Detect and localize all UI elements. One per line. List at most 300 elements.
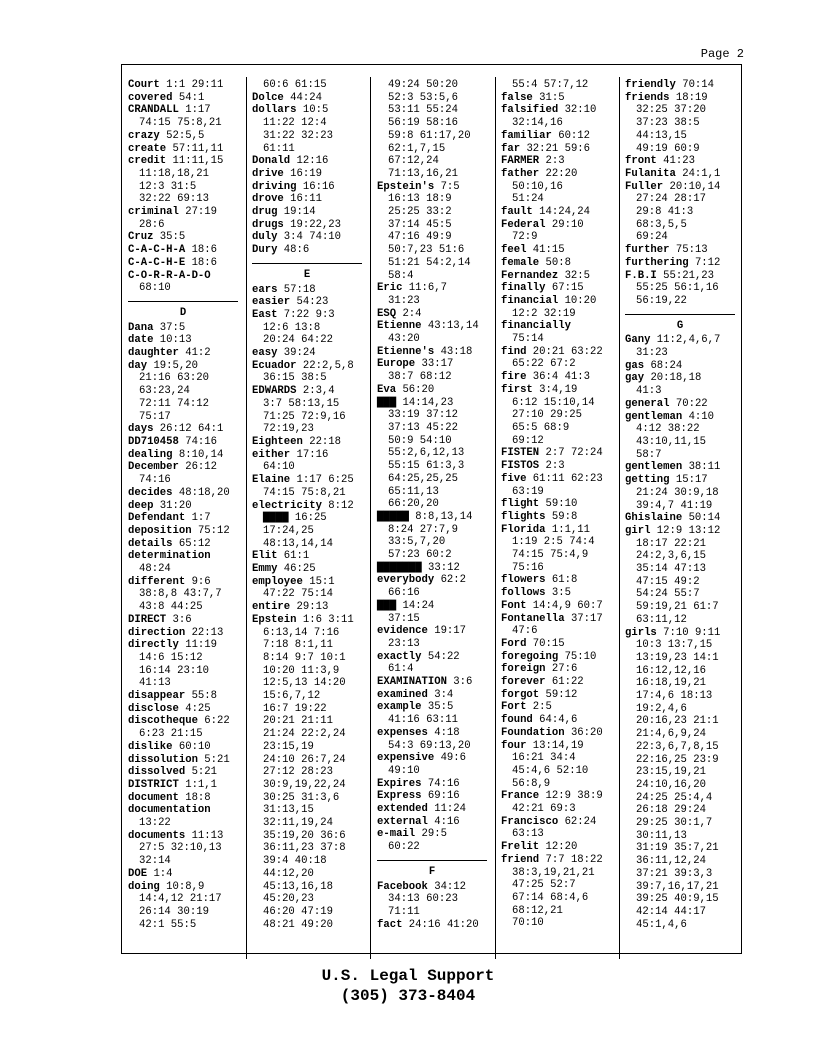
index-entry-continuation: 54:24 55:7 — [636, 588, 700, 601]
page-line-refs: 32:5 — [564, 269, 591, 282]
index-entry-continuation: 41:3 — [636, 385, 662, 398]
page-line-refs: 54:23 — [296, 296, 329, 309]
page-line-refs: 67:15 — [551, 282, 584, 295]
index-term: dollars — [252, 104, 297, 117]
index-term: EDWARDS — [252, 385, 297, 398]
index-term: evidence — [377, 625, 428, 638]
index-term: discotheque — [128, 715, 198, 728]
index-entry-continuation: 28:6 — [139, 218, 165, 231]
index-entry — [252, 231, 373, 244]
page-line-refs: 70:15 — [532, 637, 565, 650]
index-term: ESQ — [377, 307, 397, 320]
page-line-refs: 18:8 — [185, 791, 211, 804]
index-entry — [377, 320, 498, 333]
page-line-refs: 64:4,6 — [539, 714, 578, 727]
index-term: create — [128, 142, 167, 155]
index-entry-continuation: 59:8 61:17,20 — [388, 129, 471, 142]
index-entry — [128, 500, 249, 513]
index-column-4 — [501, 79, 622, 930]
index-entry-continuation: 69:12 — [512, 434, 544, 447]
page-line-refs: 74:16 — [427, 777, 460, 790]
index-entry — [128, 487, 249, 500]
index-entry-continuation: 35:19,20 36:6 — [263, 829, 346, 842]
page-line-refs: 11:24 — [434, 803, 467, 816]
index-entry-continuation: 26:18 29:24 — [636, 804, 706, 817]
page-line-refs: 4:16 — [434, 815, 460, 828]
index-term: deep — [128, 499, 154, 512]
index-term: Cruz — [128, 231, 154, 244]
index-entry-continuation: 50:7,23 51:6 — [388, 244, 465, 257]
index-term: Etienne — [377, 320, 422, 333]
index-entry-continuation: 59:19,21 61:7 — [636, 601, 719, 614]
index-entry-continuation: 65:5 68:9 — [512, 421, 570, 434]
index-entry — [501, 790, 622, 803]
index-entry — [377, 790, 498, 803]
index-entry — [252, 206, 373, 219]
index-term: gentlemen — [625, 461, 683, 474]
index-term: dissolution — [128, 753, 198, 766]
index-entry — [128, 690, 249, 703]
page-line-refs: 5:21 — [191, 766, 218, 779]
index-entry-continuation: 46:20 47:19 — [263, 906, 333, 918]
index-entry-continuation: 27:12 28:23 — [263, 766, 333, 779]
index-entry-continuation: 14:4,12 21:17 — [139, 893, 222, 906]
index-entry — [501, 346, 622, 359]
index-entry-continuation: 31:13,15 — [263, 804, 314, 817]
index-entry-continuation: 42:21 69:3 — [512, 803, 576, 816]
page-line-refs: 68:24 — [650, 359, 683, 372]
index-entry-continuation: 60:6 61:15 — [263, 79, 327, 91]
index-entry-continuation: 31:22 32:23 — [263, 129, 333, 142]
index-entry-continuation: 61:11 — [263, 142, 295, 155]
index-entry-continuation: 63:19 — [512, 485, 544, 498]
index-term: Express — [377, 790, 422, 803]
index-term: DD710458 — [128, 435, 179, 448]
index-term: employee — [252, 575, 303, 588]
page-line-refs: 36:20 — [570, 726, 603, 739]
index-term: Font — [501, 599, 527, 612]
index-term: everybody — [377, 574, 435, 587]
index-entry-continuation: 31:23 — [388, 294, 420, 307]
index-entry — [128, 715, 249, 728]
index-entry-continuation: 75:17 — [139, 410, 171, 423]
index-entry-continuation: 45:1,4,6 — [636, 918, 687, 931]
page-line-refs: 22:13 — [191, 626, 224, 639]
index-entry-continuation: 25:25 33:2 — [388, 206, 452, 219]
page-line-refs: 55:21,23 — [663, 269, 715, 282]
index-entry-continuation: 37:23 38:5 — [636, 117, 700, 130]
index-entry — [252, 219, 373, 232]
index-entry — [501, 689, 622, 702]
index-entry-continuation: 58:4 — [388, 269, 414, 282]
index-entry — [128, 449, 249, 462]
index-entry-continuation: 71:11 — [388, 906, 420, 918]
index-entry-continuation: 23:15,19 — [263, 740, 314, 753]
index-entry-continuation: 42:14 44:17 — [636, 906, 706, 918]
index-entry-continuation: 47:15 49:2 — [636, 575, 700, 588]
index-term: December — [128, 461, 179, 474]
index-entry — [128, 130, 249, 143]
index-entry-continuation: 7:18 8:1,11 — [263, 639, 333, 652]
index-entry — [501, 600, 622, 613]
index-entry — [501, 168, 622, 181]
index-entry-continuation: 55:4 57:7,12 — [512, 79, 589, 91]
index-term: Gany — [625, 334, 651, 347]
index-entry — [625, 398, 746, 411]
index-term: fact — [377, 918, 403, 931]
index-term: credit — [128, 155, 167, 168]
index-entry-continuation: 65:22 67:2 — [512, 358, 576, 371]
index-entry — [501, 320, 622, 333]
index-term: expenses — [377, 726, 428, 739]
index-entry — [501, 206, 622, 219]
index-entry-continuation: 49:19 60:9 — [636, 142, 700, 155]
index-term: easier — [252, 296, 291, 309]
index-entry — [501, 587, 622, 600]
page-line-refs: 16:19 — [290, 167, 322, 180]
index-entry-continuation: 37:14 45:5 — [388, 218, 452, 231]
page-line-refs: 49:6 — [440, 752, 467, 765]
index-term: finally — [501, 282, 546, 295]
index-entry-continuation: 6:12 15:10,14 — [512, 396, 595, 409]
page-line-refs: 59:8 — [551, 510, 578, 523]
index-entry-continuation: ▇▇▇▇ 16:25 — [263, 512, 327, 525]
index-term: false — [501, 91, 533, 104]
index-entry-continuation: 15:6,7,12 — [263, 690, 321, 703]
index-term: e-mail — [377, 828, 416, 841]
page-line-refs: 8:12 — [328, 499, 354, 512]
page-line-refs: 33:17 — [421, 358, 454, 371]
page-line-refs: 41:23 — [663, 155, 695, 168]
index-entry-continuation: 14:6 15:12 — [139, 651, 203, 664]
index-entry — [377, 282, 498, 295]
page-line-refs: 13:14,19 — [532, 739, 584, 752]
page-line-refs: 70:14 — [682, 79, 715, 91]
index-entry-continuation: 39:4 40:18 — [263, 855, 327, 868]
index-term: Emmy — [252, 563, 278, 576]
page-line-refs: 36:4 41:3 — [532, 371, 591, 384]
index-entry-continuation: 48:24 — [139, 563, 171, 576]
footer — [0, 966, 816, 1006]
page-line-refs: 7:22 9:3 — [283, 308, 335, 321]
index-term: friends — [625, 91, 670, 104]
index-term: EXAMINATION — [377, 676, 447, 689]
page-line-refs: 7:12 — [694, 256, 721, 269]
page-line-refs: 14:24 — [402, 599, 435, 612]
index-term: flights — [501, 510, 546, 523]
index-entry-continuation: 68:10 — [139, 282, 171, 295]
index-entry — [252, 500, 373, 513]
index-entry — [501, 371, 622, 384]
page-line-refs: 29:13 — [296, 601, 329, 614]
page-line-refs: 1:17 6:25 — [296, 474, 354, 487]
index-term: details — [128, 537, 173, 550]
index-term: easy — [252, 347, 278, 360]
index-entry — [625, 334, 746, 347]
page-line-refs: 11:19 — [185, 639, 218, 652]
page-line-refs: 2:7 72:24 — [545, 447, 603, 460]
index-entry-continuation: 61:4 — [388, 663, 414, 676]
index-entry-continuation: 63:23,24 — [139, 385, 190, 398]
index-entry — [128, 804, 249, 817]
index-term: Dolce — [252, 91, 284, 104]
index-entry-continuation: 56:19 58:16 — [388, 117, 458, 130]
index-entry — [128, 754, 249, 767]
index-entry-continuation: 72:19,23 — [263, 423, 314, 436]
index-entry-continuation: 24:10 26:7,24 — [263, 753, 346, 766]
index-entry — [625, 474, 746, 487]
index-entry-continuation: 55:2,6,12,13 — [388, 447, 465, 460]
index-entry-continuation: 70:10 — [512, 917, 544, 930]
index-entry — [252, 360, 373, 373]
index-term: deposition — [128, 524, 192, 537]
index-term: example — [377, 701, 422, 714]
index-entry — [377, 181, 498, 194]
page-line-refs: 43:18 — [440, 345, 473, 358]
index-entry — [501, 295, 622, 308]
page-line-refs: 5:21 — [204, 753, 230, 766]
index-entry — [377, 384, 498, 397]
index-term: gas — [625, 359, 645, 372]
index-term: external — [377, 815, 428, 828]
page-line-refs: 29:10 — [551, 218, 584, 231]
page-line-refs: 48:6 — [283, 244, 310, 257]
index-term: Facebook — [377, 880, 428, 893]
index-entry-continuation: 54:3 69:13,20 — [388, 739, 471, 752]
index-entry-continuation: 48:21 49:20 — [263, 918, 333, 931]
page-line-refs: 35:5 — [427, 701, 454, 714]
index-term: DIRECT — [128, 613, 167, 626]
index-entry — [377, 511, 498, 524]
index-entry — [252, 601, 373, 614]
index-entry — [252, 614, 373, 627]
index-entry — [501, 460, 622, 473]
index-entry — [128, 741, 249, 754]
page-line-refs: 24:16 41:20 — [408, 918, 479, 931]
index-entry-continuation: 49:10 — [388, 764, 420, 777]
index-entry — [625, 525, 746, 538]
index-entry — [625, 155, 746, 168]
index-entry-continuation: 75:14 — [512, 333, 544, 346]
index-entry-continuation: 44:13,15 — [636, 129, 687, 142]
index-entry — [128, 270, 249, 283]
page-line-refs: 1:1,11 — [551, 523, 591, 536]
index-entry — [128, 639, 249, 652]
page-line-refs: 35:5 — [159, 231, 186, 244]
page-line-refs: 31:20 — [159, 499, 192, 512]
index-entry — [128, 322, 249, 335]
page-line-refs: 26:12 — [185, 461, 218, 474]
index-entry — [501, 143, 622, 156]
index-term: feel — [501, 244, 527, 257]
index-entry — [128, 614, 249, 627]
index-term: drugs — [252, 218, 284, 231]
page-line-refs: 1:6 3:11 — [302, 613, 354, 626]
index-entry-continuation: 1:19 2:5 74:4 — [512, 536, 595, 549]
index-entry — [501, 854, 622, 867]
index-term: follows — [501, 587, 546, 600]
index-entry — [128, 766, 249, 779]
index-entry-continuation: 13:22 — [139, 817, 171, 830]
footer-company: U.S. Legal Support — [321, 967, 495, 985]
page-line-refs: 32:10 — [564, 104, 597, 117]
page-line-refs: 20:21 63:22 — [532, 345, 603, 358]
index-entry-continuation: 19:2,4,6 — [636, 702, 687, 715]
page-line-refs: 62:2 — [440, 574, 467, 587]
index-entry — [377, 397, 498, 410]
index-entry-continuation: 45:13,16,18 — [263, 880, 333, 893]
index-entry — [252, 449, 373, 462]
page-line-refs: 12:9 13:12 — [656, 524, 721, 537]
index-entry — [252, 104, 373, 117]
section-letter-heading: E — [252, 263, 362, 282]
index-entry — [128, 436, 249, 449]
page-line-refs: 16:16 — [302, 180, 335, 193]
index-entry — [501, 651, 622, 664]
index-term: Fort — [501, 701, 527, 714]
index-entry — [501, 727, 622, 740]
index-term: Expires — [377, 777, 422, 790]
index-entry-continuation: 13:19,23 14:1 — [636, 651, 719, 664]
index-entry — [128, 830, 249, 843]
index-entry-continuation: 16:21 34:4 — [512, 752, 576, 765]
index-entry-continuation: 71:25 72:9,16 — [263, 410, 346, 423]
index-entry-continuation: 47:22 75:14 — [263, 588, 333, 601]
page-line-refs: 11:6,7 — [408, 282, 447, 295]
page-line-refs: 1:4 — [153, 867, 173, 880]
index-entry-continuation: 47:6 — [512, 625, 538, 638]
page-line-refs: 44:24 — [290, 91, 322, 104]
page-line-refs: 50:8 — [545, 256, 571, 269]
index-entry-continuation: 32:14,16 — [512, 117, 563, 130]
page-line-refs: 1:1 29:11 — [166, 79, 224, 91]
index-entry-continuation: 55:25 56:1,16 — [636, 282, 719, 295]
index-term: decides — [128, 486, 173, 499]
index-term: furthering — [625, 256, 689, 269]
page-line-refs: 22:18 — [309, 435, 342, 448]
index-entry — [377, 600, 498, 613]
page-line-refs: 19:5,20 — [153, 359, 198, 372]
index-entry-continuation: 42:1 55:5 — [139, 918, 197, 931]
page-line-refs: 32:21 59:6 — [526, 142, 591, 155]
index-term: Florida — [501, 523, 546, 536]
page-line-refs: 9:6 — [191, 575, 211, 588]
index-term: Defendant — [128, 512, 186, 525]
page-line-refs: 54:1 — [178, 91, 205, 104]
index-entry-continuation: 68:3,5,5 — [636, 218, 687, 231]
index-entry-continuation: 43:20 — [388, 333, 420, 346]
index-column-3 — [377, 79, 498, 931]
index-entry — [501, 92, 622, 105]
page-line-refs: 24:1,1 — [682, 167, 721, 180]
page-line-refs: 50:14 — [688, 512, 721, 525]
page-line-refs: 2:3,4 — [302, 385, 335, 398]
index-term: DOE — [128, 867, 148, 880]
index-entry-continuation: 37:13 45:22 — [388, 421, 458, 434]
index-entry-continuation: 47:16 49:9 — [388, 231, 452, 244]
index-term: disappear — [128, 690, 186, 703]
index-entry — [501, 676, 622, 689]
index-term: find — [501, 345, 527, 358]
page-line-refs: 61:8 — [551, 574, 578, 587]
index-entry-continuation: 31:19 35:7,21 — [636, 842, 719, 855]
index-entry — [252, 347, 373, 360]
page-line-refs: 8:8,13,14 — [415, 510, 473, 523]
section-letter-heading: F — [377, 860, 487, 879]
index-entry-continuation: 37:15 — [388, 612, 420, 625]
index-entry — [625, 92, 746, 105]
page-line-refs: 2:3 — [545, 460, 565, 473]
index-entry — [252, 244, 373, 257]
index-entry — [625, 411, 746, 424]
index-entry — [377, 778, 498, 791]
index-entry-continuation: 74:16 — [139, 474, 171, 487]
index-entry — [501, 282, 622, 295]
index-term: direction — [128, 626, 186, 639]
index-term: Foundation — [501, 726, 565, 739]
page-line-refs: 15:1 — [309, 575, 335, 588]
page-line-refs: 41:15 — [532, 244, 565, 257]
index-entry-continuation: 22:16,25 23:9 — [636, 753, 719, 766]
index-entry-continuation: 23:15,19,21 — [636, 766, 706, 779]
index-entry — [377, 651, 498, 664]
index-entry-continuation: 30:11,13 — [636, 829, 687, 842]
index-entry — [128, 360, 249, 373]
page-line-refs: 31:5 — [539, 91, 565, 104]
index-entry-continuation: 6:13,14 7:16 — [263, 626, 340, 639]
page-line-refs: 12:9 38:9 — [545, 790, 603, 803]
index-entry — [128, 79, 249, 92]
index-entry-continuation: 55:15 61:3,3 — [388, 460, 465, 473]
index-entry — [252, 92, 373, 105]
index-term: drug — [252, 206, 278, 219]
index-term: Eighteen — [252, 435, 303, 448]
index-entry-continuation: 20:21 21:11 — [263, 715, 333, 728]
index-entry-continuation: 16:18,19,21 — [636, 677, 706, 690]
index-entry-continuation: 69:24 — [636, 231, 668, 244]
index-entry-continuation: 66:20,20 — [388, 498, 439, 511]
page-line-refs: 6:22 — [204, 715, 230, 728]
index-entry-continuation: 33:19 37:12 — [388, 409, 458, 422]
index-entry-continuation: 43:8 44:25 — [139, 601, 203, 614]
index-entry — [501, 841, 622, 854]
index-term: document — [128, 791, 179, 804]
index-term: C-O-R-R-A-D-O — [128, 269, 211, 282]
index-term: Ecuador — [252, 359, 297, 372]
index-term: FISTEN — [501, 447, 540, 460]
index-entry — [128, 512, 249, 525]
index-entry-continuation: 8:24 27:7,9 — [388, 523, 458, 536]
index-entry-continuation: 56:8,9 — [512, 777, 551, 790]
page-line-refs: 10:5 — [302, 104, 329, 117]
index-term: Donald — [252, 155, 291, 168]
page-number: Page 2 — [700, 47, 744, 61]
index-entry-continuation: 12:5,13 14:20 — [263, 677, 346, 690]
index-entry — [252, 181, 373, 194]
index-frame — [121, 64, 742, 954]
index-entry — [501, 384, 622, 397]
index-entry-continuation: 21:4,6,9,24 — [636, 728, 706, 741]
index-term: entire — [252, 601, 291, 614]
page-line-refs: 54:22 — [427, 650, 460, 663]
page-line-refs: 20:10,14 — [669, 180, 721, 193]
index-entry-continuation: 64:25,25,25 — [388, 472, 458, 485]
page-line-refs: 19:22,23 — [290, 218, 342, 231]
index-entry — [501, 613, 622, 626]
index-term: father — [501, 167, 540, 180]
index-entry-continuation: 75:16 — [512, 561, 544, 574]
page-line-refs: 48:18,20 — [178, 486, 230, 499]
